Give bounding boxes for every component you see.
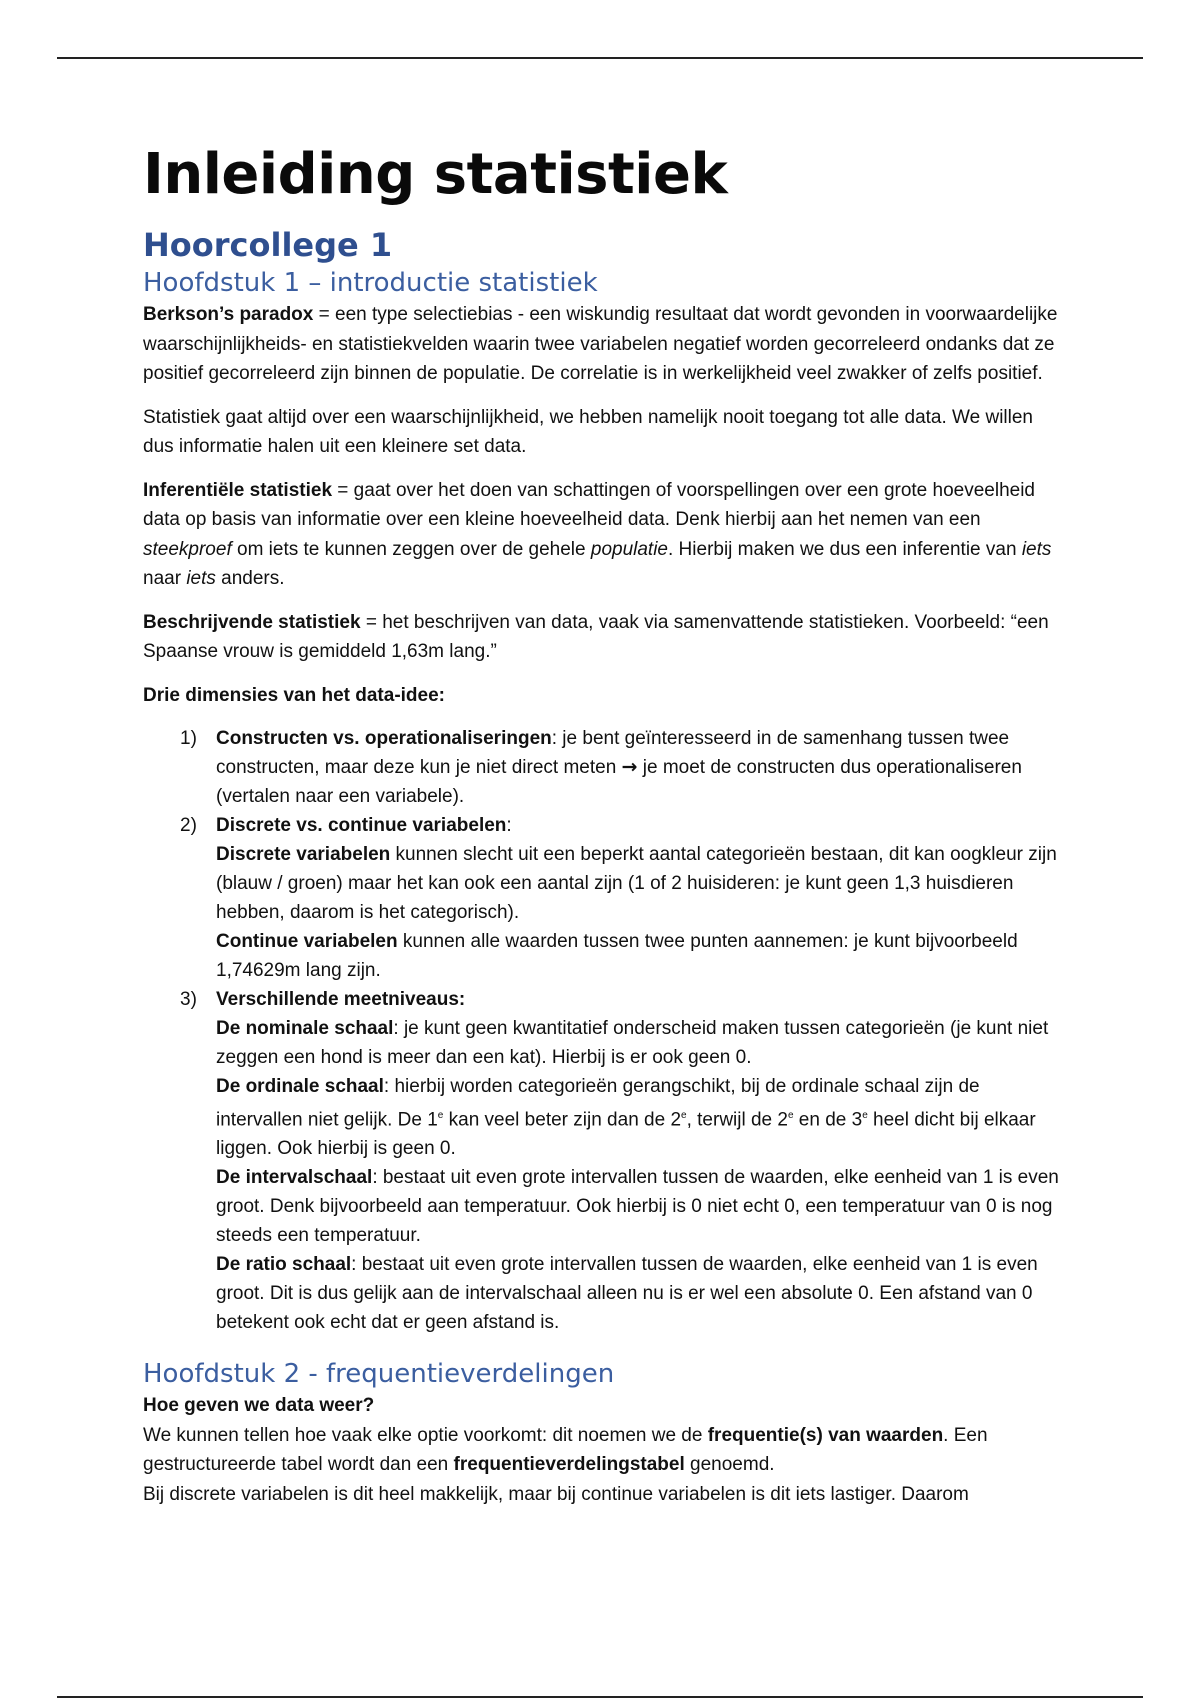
frequency-text: . Een gestructureerde tabel wordt dan een <box>143 1424 988 1476</box>
chapter-2-heading: Hoofdstuk 2 - frequentieverdelingen <box>143 1359 615 1390</box>
chapter-2-subheading <box>143 1391 1063 1421</box>
chapter-2-subheading-text: Hoe geven we data weer? <box>143 1395 375 1417</box>
discrete-definition <box>216 840 1063 927</box>
discrete-continuous-paragraph <box>143 1480 1063 1510</box>
list-number: 1) <box>180 728 197 749</box>
dimensions-list <box>143 724 1063 1337</box>
discrete-continuous-text: Bij discrete variabelen is dit heel makkelijk, maar bij continue variabelen is dit iets lastiger. Daarom <box>143 1483 969 1505</box>
statistics-paragraph <box>143 403 1063 462</box>
nominal-term: De nominale schaal <box>216 1018 394 1039</box>
inferential-em-iets-1: iets <box>1021 538 1052 560</box>
ordinal-text: en de 3 <box>793 1109 863 1131</box>
inferential-text-4: naar <box>143 568 187 589</box>
ordinal-text: kan veel beter zijn dan de 2 <box>443 1109 682 1131</box>
descriptive-text: = het beschrijven van data, vaak via samenvattende statistieken. Voorbeeld: “een Spaanse vrouw is gemiddeld 1,63m lang.” <box>143 611 1049 662</box>
frequency-paragraph <box>143 1421 1063 1480</box>
inferential-em-sample: steekproef <box>143 538 232 560</box>
inferential-text-1: = gaat over het doen van schattingen of voorspellingen over een grote hoeveelheid data op basis van informatie over een kleine hoeveelheid data. Denk hierbij aan het nemen van een <box>143 479 1036 530</box>
list-item <box>143 811 1063 985</box>
nominal-text: : je kunt geen kwantitatief onderscheid maken tussen categorieën (je kunt niet zeggen een hond is meer dan een kat). Hierbij is er ook geen 0. <box>216 1018 1049 1068</box>
chapter-1-heading: Hoofdstuk 1 – introductie statistiek <box>143 268 598 298</box>
item-term: Verschillende meetniveaus: <box>216 989 466 1010</box>
interval-definition <box>216 1163 1063 1250</box>
lecture-heading: Hoorcollege 1 <box>143 226 393 264</box>
continuous-term: Continue variabelen <box>216 931 398 952</box>
list-item <box>143 985 1063 1337</box>
inferential-text-5: anders. <box>215 568 285 589</box>
arrow-right-icon: → <box>621 756 638 778</box>
ratio-definition <box>216 1250 1063 1337</box>
frequency-text: We kunnen tellen hoe vaak elke optie voorkomt: dit noemen we de <box>143 1424 708 1446</box>
berkson-term: Berkson’s paradox <box>143 304 314 325</box>
ratio-text: : bestaat uit even grote intervallen tussen de waarden, elke eenheid van 1 is even groot. Dit is dus gelijk aan de intervalschaal alleen nu is er wel een absolute 0. Een afstand van 0 betekent ook echt dat er geen afstand is. <box>216 1254 1038 1334</box>
descriptive-paragraph <box>143 608 1063 667</box>
inferential-paragraph <box>143 476 1063 594</box>
inferential-term: Inferentiële statistiek <box>143 479 333 501</box>
berkson-text: = een type selectiebias - een wiskundig resultaat dat wordt gevonden in voorwaardelijke waarschijnlijkheids- en statistiekvelden waarin twee variabelen negatief worden gecorreleerd ondanks dat ze positief gecorreleerd zijn binnen de populatie. De correlatie is in werkelijkheid veel zwakker of zelfs positief. <box>143 304 1058 384</box>
interval-text: : bestaat uit even grote intervallen tussen de waarden, elke eenheid van 1 is even groot. Denk bijvoorbeeld aan temperatuur. Ook hierbij is 0 niet echt 0, een temperatuur van 0 is nog steeds een temperatuur. <box>216 1167 1059 1247</box>
continuous-definition <box>216 927 1063 985</box>
berkson-paragraph <box>143 300 1063 389</box>
ordinal-text: heel dicht bij elkaar liggen. Ook hierbij is geen 0. <box>216 1109 1036 1160</box>
statistics-text: Statistiek gaat altijd over een waarschijnlijkheid, we hebben namelijk nooit toegang tot alle data. We willen dus informatie halen uit een kleinere set data. <box>143 406 1034 457</box>
ordinal-superscript: e <box>787 1110 794 1121</box>
document-body <box>143 138 1063 1509</box>
discrete-text: kunnen slecht uit een beperkt aantal categorieën bestaan, dit kan oogkleur zijn (blauw / groen) maar het kan ook een aantal zijn (1 of 2 huisideren: je kunt geen 1,3 huisdieren hebben, daarom is het categorisch). <box>216 844 1057 923</box>
ordinal-superscript: e <box>437 1110 444 1121</box>
ordinal-text: , terwijl de 2 <box>686 1109 788 1131</box>
ordinal-superscript: e <box>862 1110 868 1121</box>
item-term: Constructen vs. operationaliseringen <box>216 728 552 749</box>
ratio-term: De ratio schaal <box>216 1254 352 1276</box>
frequency-term: frequentie(s) van waarden <box>707 1424 944 1446</box>
ordinal-superscript: e <box>681 1110 687 1121</box>
item-text: : je bent geïnteresseerd in de samenhang tussen twee constructen, maar deze kun je niet direct meten <box>216 728 1010 778</box>
item-heading-line <box>216 985 1063 1014</box>
inferential-text-3: . Hierbij maken we dus een inferentie van <box>668 538 1022 560</box>
continuous-text: kunnen alle waarden tussen twee punten aannemen: je kunt bijvoorbeeld 1,74629m lang zijn. <box>216 931 1018 981</box>
descriptive-term: Beschrijvende statistiek <box>143 611 361 633</box>
dimensions-heading <box>143 681 1063 711</box>
nominal-definition <box>216 1014 1063 1072</box>
document-title: Inleiding statistiek <box>143 142 728 207</box>
item-term: Discrete vs. continue variabelen <box>216 815 507 836</box>
list-number: 3) <box>180 989 197 1010</box>
page-bottom-rule <box>57 1696 1143 1698</box>
item-text: je moet de constructen dus operationaliseren (vertalen naar een variabele). <box>216 757 1022 807</box>
ordinal-definition <box>216 1072 1063 1163</box>
frequency-text: genoemd. <box>684 1454 775 1476</box>
inferential-em-iets-2: iets <box>186 568 216 589</box>
list-number: 2) <box>180 815 197 836</box>
ordinal-term: De ordinale schaal <box>216 1076 384 1097</box>
frequency-table-term: frequentieverdelingstabel <box>453 1454 685 1476</box>
item-heading-line <box>216 811 1063 840</box>
list-item <box>143 724 1063 811</box>
interval-term: De intervalschaal <box>216 1167 373 1189</box>
dimensions-heading-text: Drie dimensies van het data-idee: <box>143 684 445 706</box>
inferential-em-population: populatie <box>590 538 668 560</box>
discrete-term: Discrete variabelen <box>216 844 391 865</box>
ordinal-text: : hierbij worden categorieën gerangschikt, bij de ordinale schaal zijn de intervallen niet gelijk. De 1 <box>216 1076 980 1131</box>
page-top-rule <box>57 57 1143 59</box>
item-colon: : <box>506 815 512 836</box>
inferential-text-2: om iets te kunnen zeggen over de gehele <box>231 538 591 560</box>
